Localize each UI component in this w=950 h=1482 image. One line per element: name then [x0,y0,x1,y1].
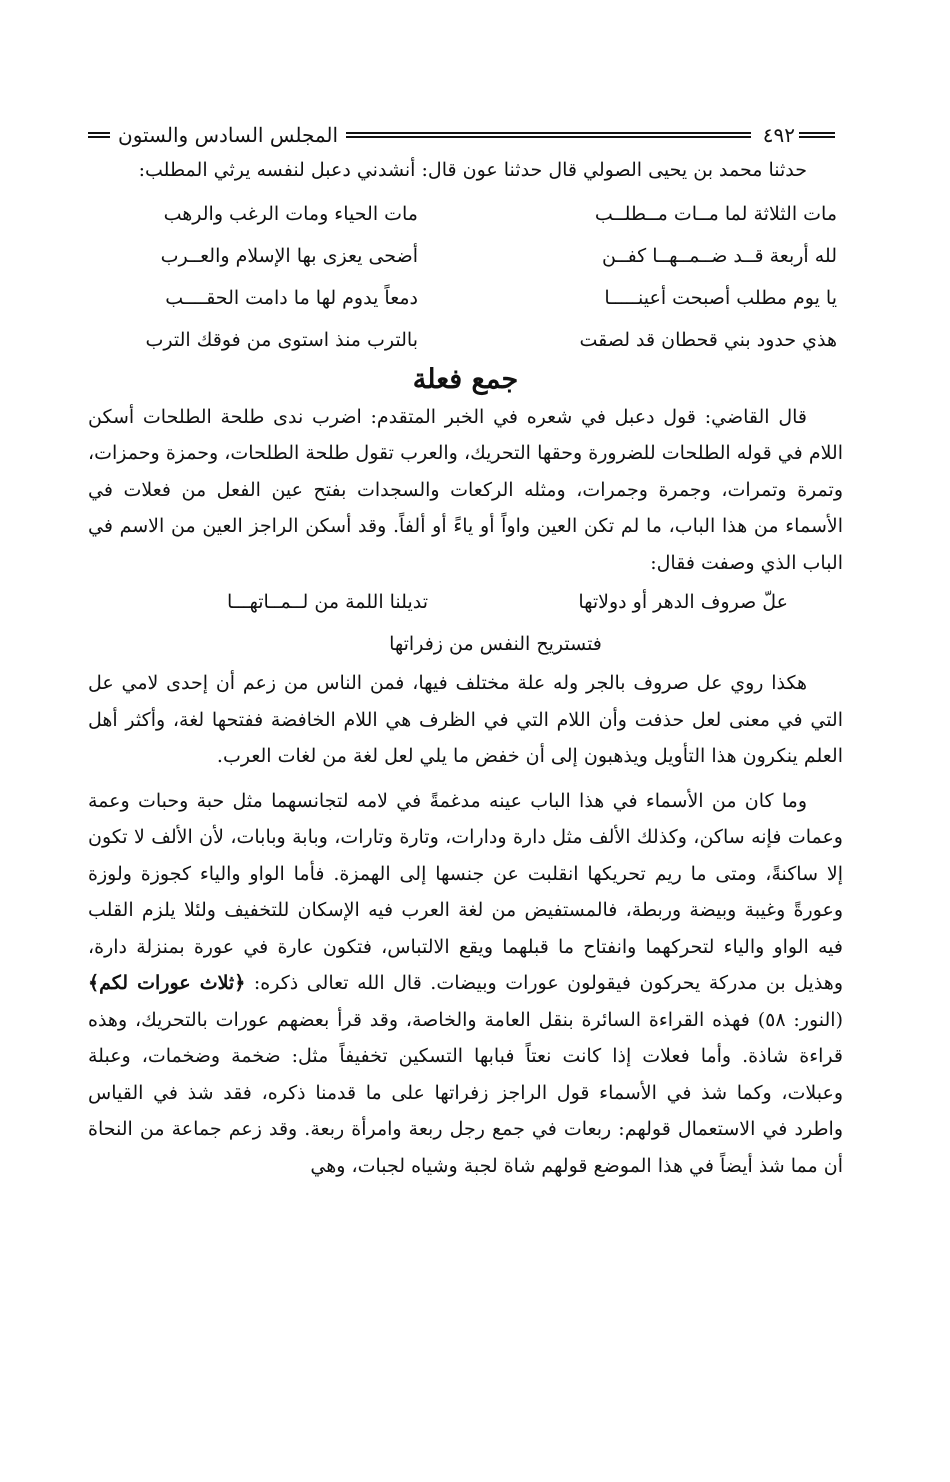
page-header [88,118,843,152]
verse-first-half: هذي حدود بني قحطان قد لصقت [579,328,837,351]
verse-second-half: تديلنا اللمة من لــمــاتهـــا [226,591,428,613]
paragraph-qadi: قال القاضي: قول دعبل في شعره في الخبر المتقدم: اضرب ندى طلحة الطلحات أسكن اللام في قوله الطلحات للضرورة وحقها التحريك، والعرب تقول طلحة الطلحات، وحمزة وحمزات، وتمرة وتمرات، وجمرة وجمرات، ومثله الركعات والسجدات بفتح عين الفعل من فعلات في الأسماء من هذا الباب، ما لم تكن العين واواً أو ياءً أو ألفاً. وقد أسكن الراجز العين من الاسم في الباب الذي وصفت فقال: [88,405,843,574]
verse-line [88,319,843,361]
verse-first-half: لله أربعة قــد ضــمــهــا كفــن [601,244,837,267]
verse-line [88,277,843,319]
rajaz-verse [88,581,843,623]
verse-second-half: بالترب منذ استوى من فوقك الترب [145,328,418,351]
header-rule-middle [346,132,751,138]
chapter-title: المجلس السادس والستون [118,123,339,147]
rajaz-verse-third: فتستريح النفس من زفراتها [389,633,602,655]
verse-line [88,235,843,277]
section-title: جمع فعلة [412,363,519,395]
verse-first-half: يا يوم مطلب أصبحت أعينـــــا [604,286,837,309]
paragraph-text-continued: (النور: ٥٨) فهذه القراءة السائرة بنقل العامة والخاصة، وقد قرأ بعضهم عورات بالتحريك، وهذه قراءة شاذة. وأما فعلات إذا كانت نعتاً فبابها التسكين تخفيفاً مثل: ضخمة وضخمات، وعبلة وعبلات، وكما شذ في الأسماء قول الراجز زفراتها على ما قدمنا ذكره، فقد شذ في القياس واطرد في الاستعمال قولهم: ربعات في جمع رجل ربعة وامرأة ربعة. وقد زعم جماعة من النحاة أن مما شذ أيضاً في هذا الموضع قولهم شاة لجبة وشياه لجبات، وهي [88,1008,843,1177]
intro-paragraph: حدثنا محمد بن يحيى الصولي قال حدثنا عون قال: أنشدني دعبل لنفسه يرثي المطلب: [138,159,807,181]
header-rule-right [799,132,835,138]
paragraph-sorouf: هكذا روي عل صروف بالجر وله علة مختلف فيها، فمن الناس من زعم أن إحدى لامي عل التي في معنى لعل حذفت وأن اللام التي في الظرف هي اللام الخافضة ففتحها لغة، وأكثر أهل العلم ينكرون هذا التأويل ويذهبون إلى أن خفض ما يلي لعل لغة من لغات العرب. [88,672,843,767]
verse-line [88,193,843,235]
verse-second-half: دمعاً يدوم لها ما دامت الحقــــب [165,286,418,309]
verse-second-half: مات الحياء ومات الرغب والرهب [163,202,418,225]
verse-first-half: علّ صروف الدهر أو دولاتها [578,591,788,613]
book-page [88,118,843,1184]
elegy-poem [88,193,843,361]
paragraph-text: وما كان من الأسماء في هذا الباب عينه مدغمةً في لامه لتجانسهما مثل حبة وحبات وعمة وعمات فإنه ساكن، وكذلك الألف مثل دارة ودارات، وتارة وتارات، وبابة وبابات، لأن الألف لا تكون إلا ساكنةً، ومتى ما ريم تحريكها انقلبت عن جنسها إلى الهمزة. فأما الواو والياء كجوزة ولوزة وعورةً وغيبة وبيضة وربطة، فالمستفيض من لغة العرب فيه الإسكان للتخفيف ولئلا يلزم القلب فيه الواو والياء لتحركهما وانفتاح ما قبلهما ويقع الالتباس، فتكون عارة في عورة بمنزلة دارة، وهذيل بن مدركة يحركون فيقولون عورات وبيضات. قال الله تعالى ذكره: [88,789,843,994]
paragraph-asmaa [88,783,843,1185]
page-number: ٤٩٢ [762,123,795,147]
header-rule-left [88,132,110,138]
quran-quote: ﴿ثلاث عورات لكم﴾ [88,972,246,994]
verse-first-half: مات الثلاثة لما مــات مــطلــب [594,202,837,225]
verse-second-half: أضحى يعزى بها الإسلام والعــرب [160,244,418,267]
